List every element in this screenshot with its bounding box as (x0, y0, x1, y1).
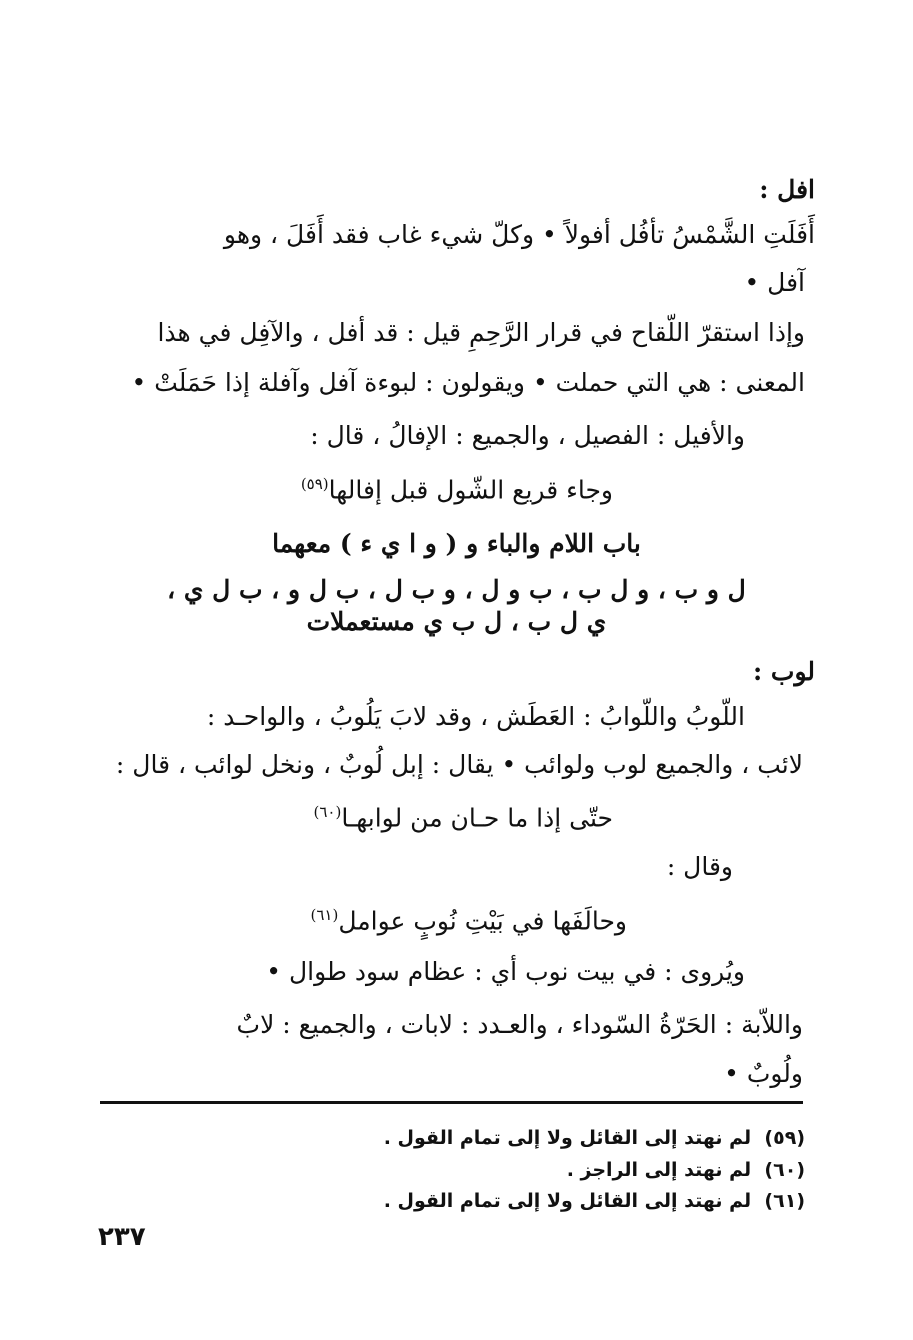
paragraph-line: آفل • (744, 268, 805, 297)
verse-text: وحالَفَها في بَيْتِ نُوبٍ عوامل (338, 906, 627, 936)
verse-text: وجاء قريع الشّول قبل إفالها (328, 475, 613, 505)
chapter-roots: ي ل ب ، ل ب ي مستعملات (306, 607, 607, 636)
verse-line (301, 467, 613, 507)
entry-heading-afal: افل : (759, 175, 815, 204)
paragraph-line: ولُوبٌ • (724, 1059, 803, 1088)
paragraph-line: وقال : (666, 852, 733, 881)
footnote-divider (100, 1101, 803, 1104)
chapter-title: باب اللام والباء و ( و ا ي ء ) معهما (272, 529, 641, 558)
footnote (567, 1157, 805, 1183)
footnote-ref: (٦١) (310, 906, 339, 924)
paragraph-line: أَفَلَتِ الشَّمْسُ تأفُل أفولاً • وكلّ شيء غاب فقد أَفَلَ ، وهو (223, 220, 815, 249)
verse-line (313, 795, 613, 835)
page-number: ٢٣٧ (98, 1222, 146, 1252)
paragraph-line: ويُروى : في بيت نوب أي : عظام سود طوال • (266, 957, 745, 986)
paragraph-line: اللّوبُ واللّوابُ : العَطَش ، وقد لابَ يَلُوبُ ، والواحـد : (206, 702, 745, 731)
paragraph-line: المعنى : هي التي حملت • ويقولون : لبوءة آفل وآفلة إذا حَمَلَتْ • (131, 368, 805, 397)
verse-line (310, 898, 627, 938)
footnote-text: لم نهتد إلى الراجز . (566, 1159, 752, 1181)
footnote-text: لم نهتد إلى القائل ولا إلى تمام القول . (383, 1127, 752, 1149)
footnote (384, 1188, 805, 1214)
paragraph-line: والأفيل : الفصيل ، والجميع : الإفالُ ، قال : (310, 421, 745, 450)
verse-text: حتّى إذا ما حـان من لوابهـا (341, 803, 613, 833)
footnote-number: (٦٠) (764, 1159, 805, 1181)
footnote (384, 1125, 805, 1151)
entry-heading-lawb: لوب : (753, 657, 815, 686)
footnote-text: لم نهتد إلى القائل ولا إلى تمام القول . (383, 1190, 752, 1212)
paragraph-line: وإذا استقرّ اللّقاح في قرار الرَّحِمِ قيل : قد أفل ، والآفِل في هذا (157, 318, 805, 347)
paragraph-line: لائب ، والجميع لوب ولوائب • يقال : إبل لُوبٌ ، ونخل لوائب ، قال : (115, 750, 803, 779)
chapter-roots: ل و ب ، و ل ب ، ب و ل ، و ب ل ، ب ل و ، ب ل ي ، (167, 575, 746, 604)
paragraph-line: واللاّبة : الحَرّةُ السّوداء ، والعـدد : لابات ، والجميع : لابٌ (236, 1010, 803, 1039)
footnote-ref: (٦٠) (313, 803, 342, 821)
footnote-number: (٦١) (764, 1190, 805, 1212)
footnote-ref: (٥٩) (300, 475, 329, 493)
footnote-number: (٥٩) (764, 1127, 805, 1149)
